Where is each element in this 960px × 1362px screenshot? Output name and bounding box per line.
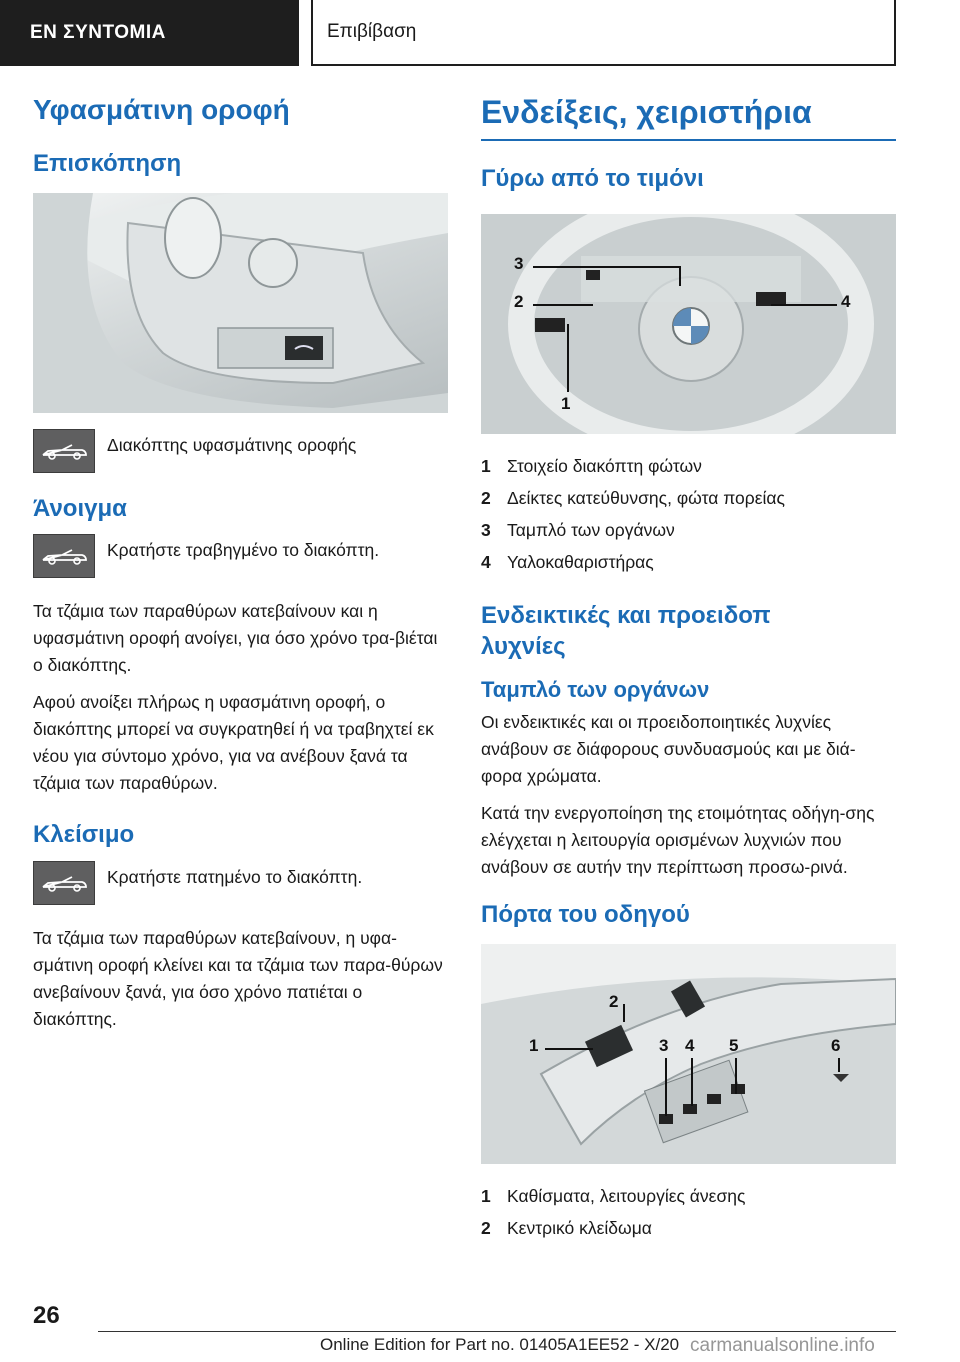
header-section — [0, 0, 299, 66]
open-heading: Άνοιγμα — [33, 495, 127, 523]
convertible-car-icon — [33, 861, 95, 905]
wheel-label-1: 1 — [561, 394, 571, 414]
switch-caption-row — [33, 429, 448, 473]
steering-wheel-image — [481, 214, 896, 434]
driver-door-heading: Πόρτα του οδηγού — [481, 900, 690, 928]
wheel-label-2: 2 — [514, 292, 524, 312]
page-number: 26 — [33, 1302, 60, 1329]
footer-divider — [98, 1331, 896, 1332]
watermark: carmanualsonline.info — [690, 1335, 875, 1356]
open-instruction: Κρατήστε τραβηγμένο το διακόπτη. — [107, 540, 380, 561]
open-paragraph-1: Τα τζάμια των παραθύρων κατεβαίνουν και η υφασμάτινη οροφή ανοίγει, για όσο χρόνο τρα-βιέται ο διακόπτης. — [33, 601, 438, 676]
wheel-label-3: 3 — [514, 254, 524, 274]
steering-wheel-illustration — [481, 214, 896, 434]
soft-top-title: Υφασμάτινη οροφή — [33, 94, 290, 125]
driver-door-legend — [481, 1180, 896, 1244]
left-column — [33, 94, 448, 1043]
overview-heading: Επισκόπηση — [33, 150, 182, 177]
header-chapter-label: Επιβίβαση — [327, 21, 417, 42]
warning-lamps-heading: Ενδεικτικές και προειδοπ λυχνίες — [481, 602, 771, 661]
steering-wheel-heading: Γύρω από το τιμόνι — [481, 165, 704, 192]
legend-item: 1 Στοιχείο διακόπτη φώτων — [481, 456, 702, 477]
center-console-image — [33, 193, 448, 413]
close-heading: Κλείσιμο — [33, 821, 135, 849]
steering-wheel-legend — [481, 450, 896, 578]
cluster-paragraph-1: Οι ενδεικτικές και οι προειδοποιητικές λυχνίες ανάβουν σε διάφορους συνδυασμούς και με διά-φορα χρώματα. — [481, 711, 856, 786]
instrument-cluster-heading: Ταμπλό των οργάνων — [481, 676, 710, 702]
convertible-car-icon — [33, 429, 95, 473]
legend-item: 4 Υαλοκαθαριστήρας — [481, 552, 654, 573]
wheel-label-4: 4 — [841, 292, 851, 312]
door-label-1: 1 — [529, 1035, 539, 1055]
open-paragraph-2: Αφού ανοίξει πλήρως η υφασμάτινη οροφή, ο διακόπτης μπορεί να συγκρατηθεί ή να τραβηχτεί εκ νέου για σύντομο χρόνο, για να ανέβουν ξανά τα τζάμια των παραθύρων. — [33, 692, 434, 794]
door-label-2: 2 — [609, 991, 619, 1011]
close-instruction: Κρατήστε πατημένο το διακόπτη. — [107, 866, 363, 887]
legend-item: 1 Καθίσματα, λειτουργίες άνεσης — [481, 1185, 746, 1206]
switch-caption: Διακόπτης υφασμάτινης οροφής — [107, 435, 357, 456]
close-instruction-row — [33, 861, 448, 905]
edition-text: Online Edition for Part no. 01405A1EE52 - X/20 — [320, 1335, 680, 1354]
center-console-illustration — [33, 193, 448, 413]
door-label-6: 6 — [831, 1035, 841, 1055]
legend-item: 2 Κεντρικό κλείδωμα — [481, 1217, 652, 1238]
door-label-3: 3 — [659, 1035, 669, 1055]
cluster-paragraph-2: Κατά την ενεργοποίηση της ετοιμότητας οδήγη-σης ελέγχεται η λειτουργία ορισμένων λυχνιών που ανάβουν σε αυτήν την περίπτωση προσω-ρινά. — [481, 802, 875, 877]
legend-item: 2 Δείκτες κατεύθυνσης, φώτα πορείας — [481, 488, 785, 509]
door-label-4: 4 — [685, 1035, 695, 1055]
driver-door-image — [481, 944, 896, 1164]
close-paragraph: Τα τζάμια των παραθύρων κατεβαίνουν, η υφα-σμάτινη οροφή κλείνει και τα τζάμια των παρα-θύρων ανεβαίνουν ξανά, για όσο χρόνο πατιέται ο διακόπτης. — [33, 927, 443, 1029]
legend-item: 3 Ταμπλό των οργάνων — [481, 520, 675, 541]
right-column — [481, 94, 896, 1266]
convertible-car-icon — [33, 534, 95, 578]
open-instruction-row — [33, 534, 448, 578]
controls-title: Ενδείξεις, χειριστήρια — [481, 94, 896, 141]
header-chapter — [311, 0, 896, 66]
door-label-5: 5 — [729, 1035, 739, 1055]
header-section-label: ΕΝ ΣΥΝΤΟΜΙΑ — [30, 22, 166, 43]
